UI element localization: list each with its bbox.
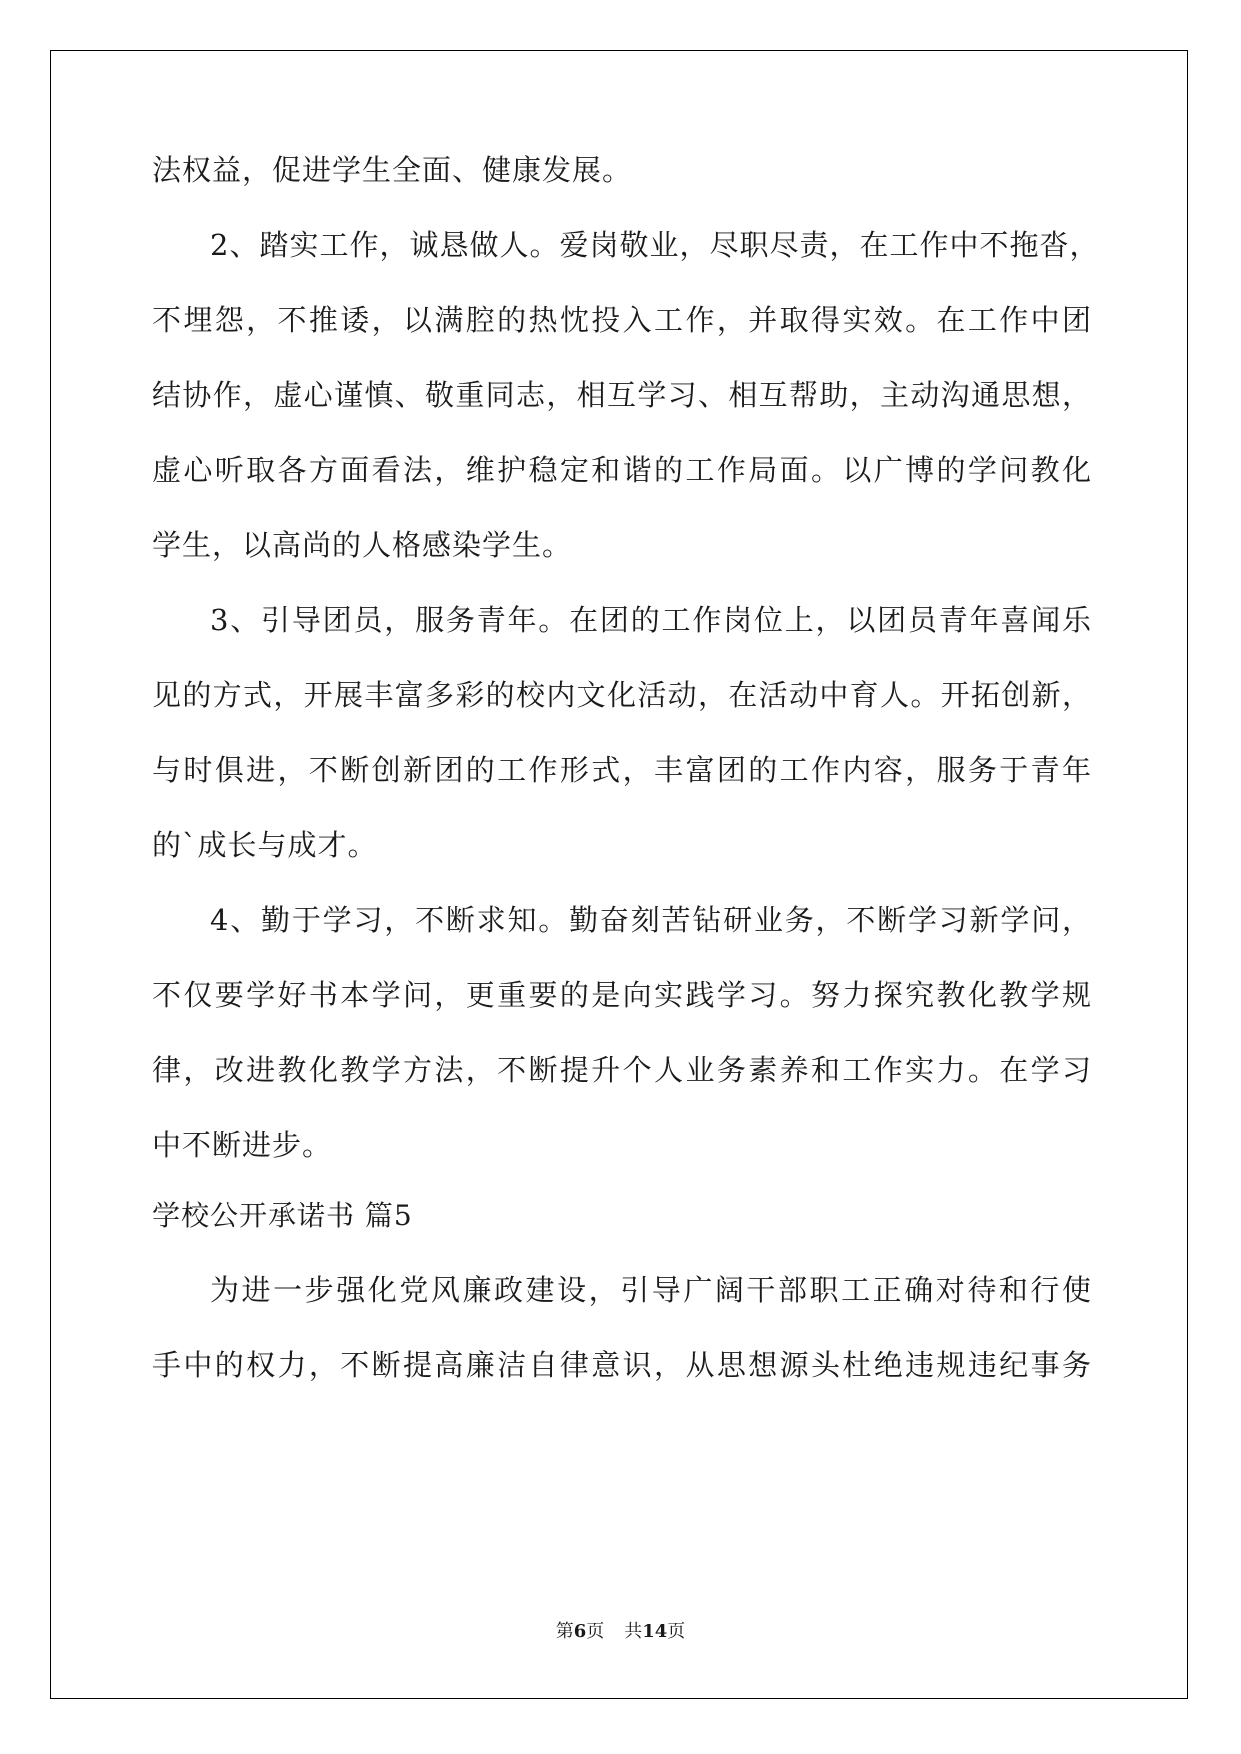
total-unit: 页 bbox=[667, 1621, 686, 1642]
page-prefix: 第 bbox=[555, 1621, 574, 1642]
page-number: 6 bbox=[573, 1621, 587, 1642]
body-line: 律，改进教化教学方法，不断提升个人业务素养和工作实力。在学习 bbox=[152, 1053, 1092, 1087]
page-border bbox=[50, 50, 1188, 1699]
body-line: 手中的权力，不断提高廉洁自律意识，从思想源头杜绝违规违纪事务 bbox=[152, 1348, 1092, 1382]
body-line: 结协作，虚心谨慎、敬重同志，相互学习、相互帮助，主动沟通思想， bbox=[152, 378, 1092, 412]
body-line: 4、勤于学习，不断求知。勤奋刻苦钻研业务，不断学习新学问， bbox=[210, 903, 1092, 937]
body-line: 学生，以高尚的人格感染学生。 bbox=[152, 528, 573, 562]
page-footer bbox=[0, 1623, 1241, 1641]
body-line: 虚心听取各方面看法，维护稳定和谐的工作局面。以广博的学问教化 bbox=[152, 453, 1092, 487]
section-heading: 学校公开承诺书 篇5 bbox=[152, 1199, 413, 1232]
body-line: 不埋怨，不推诿，以满腔的热忱投入工作，并取得实效。在工作中团 bbox=[152, 303, 1092, 337]
body-line: 中不断进步。 bbox=[152, 1128, 333, 1162]
body-line: 的`成长与成才。 bbox=[152, 828, 378, 862]
total-prefix: 共 bbox=[624, 1621, 643, 1642]
body-line: 不仅要学好书本学问，更重要的是向实践学习。努力探究教化教学规 bbox=[152, 978, 1092, 1012]
body-line: 为进一步强化党风廉政建设，引导广阔干部职工正确对待和行使 bbox=[210, 1273, 1092, 1307]
body-line: 见的方式，开展丰富多彩的校内文化活动，在活动中育人。开拓创新， bbox=[152, 678, 1092, 712]
body-line: 法权益，促进学生全面、健康发展。 bbox=[152, 153, 633, 187]
page-total: 14 bbox=[642, 1621, 668, 1642]
body-line: 2、踏实工作，诚恳做人。爱岗敬业，尽职尽责，在工作中不拖沓， bbox=[210, 228, 1100, 262]
body-line: 3、引导团员，服务青年。在团的工作岗位上，以团员青年喜闻乐 bbox=[210, 603, 1092, 637]
body-line: 与时俱进，不断创新团的工作形式，丰富团的工作内容，服务于青年 bbox=[152, 753, 1092, 787]
page-unit: 页 bbox=[586, 1621, 605, 1642]
